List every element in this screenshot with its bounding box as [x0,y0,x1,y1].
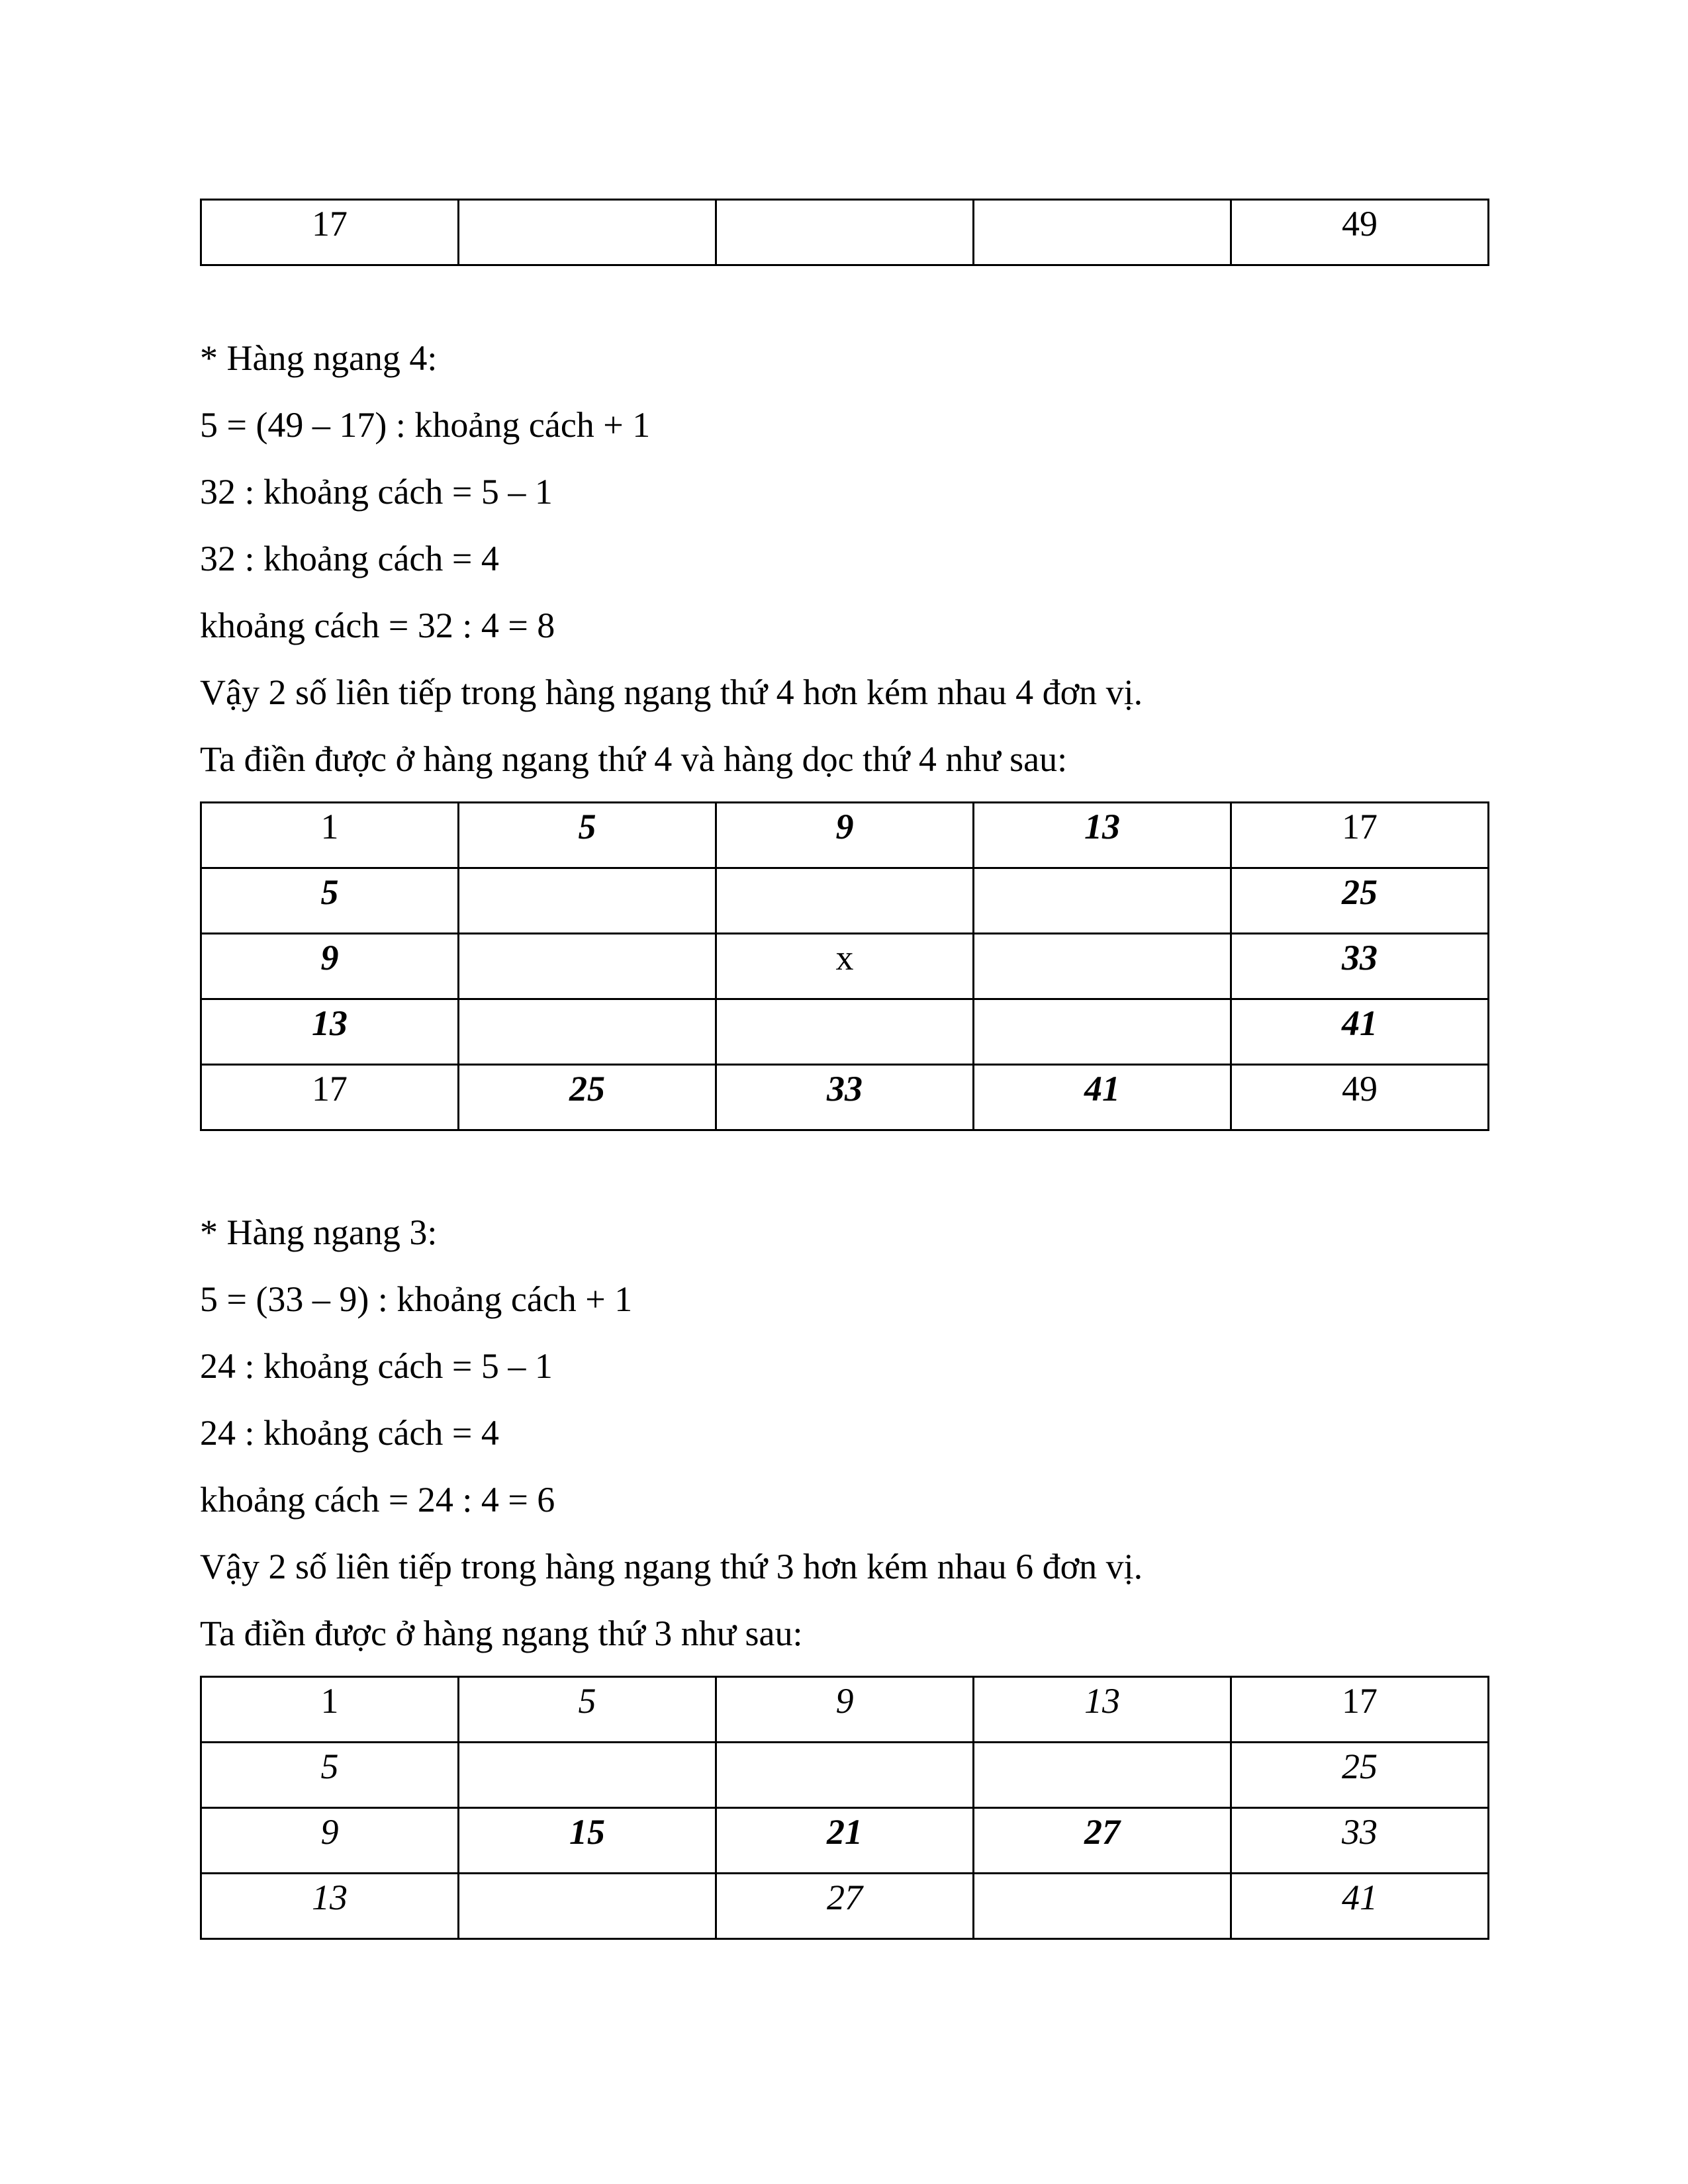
table-cell: 27 [974,1808,1231,1874]
table-cell: 1 [201,803,459,868]
table-cell: 17 [201,1065,459,1130]
table-cell: 5 [201,868,459,934]
table-bottom [200,1676,1489,1940]
table-top [200,199,1489,266]
section4-line: khoảng cách = 32 : 4 = 8 [200,606,555,645]
table-cell: 25 [1231,1743,1489,1808]
table-cell: 15 [459,1808,716,1874]
table-cell: 9 [201,934,459,999]
table-cell: x [716,934,974,999]
table-row [201,803,1489,868]
table-row [201,1065,1489,1130]
section3-line: Vậy 2 số liên tiếp trong hàng ngang thứ 3 hơn kém nhau 6 đơn vị. [200,1547,1143,1586]
table-row [201,1874,1489,1939]
table-cell: 41 [974,1065,1231,1130]
table-row [201,934,1489,999]
table-cell: 41 [1231,1874,1489,1939]
table-cell [974,1743,1231,1808]
table-cell [974,1874,1231,1939]
table-cell: 25 [1231,868,1489,934]
table-cell [716,999,974,1065]
section4-heading: * Hàng ngang 4: [200,338,438,378]
table-cell: 9 [716,1677,974,1743]
table-cell: 13 [201,1874,459,1939]
section3-heading: * Hàng ngang 3: [200,1212,438,1252]
table-cell: 49 [1231,200,1489,265]
section4-line: 32 : khoảng cách = 4 [200,539,499,578]
table-cell [716,868,974,934]
table-cell: 13 [974,803,1231,868]
table-cell [716,1743,974,1808]
table-cell: 9 [201,1808,459,1874]
section3-line: khoảng cách = 24 : 4 = 6 [200,1480,555,1520]
table-cell: 33 [1231,934,1489,999]
table-cell [459,999,716,1065]
table-cell: 5 [459,803,716,868]
table-row [201,200,1489,265]
section4-line: Vậy 2 số liên tiếp trong hàng ngang thứ 4 hơn kém nhau 4 đơn vị. [200,672,1143,712]
table-cell: 21 [716,1808,974,1874]
table-cell: 13 [201,999,459,1065]
table-cell [459,1874,716,1939]
table-cell [459,1743,716,1808]
table-row [201,1808,1489,1874]
table-cell: 1 [201,1677,459,1743]
table-cell: 33 [1231,1808,1489,1874]
section3-line: 24 : khoảng cách = 4 [200,1413,499,1453]
table-cell: 17 [201,200,459,265]
table-cell: 27 [716,1874,974,1939]
section4-line: Ta điền được ở hàng ngang thứ 4 và hàng dọc thứ 4 như sau: [200,739,1068,779]
table-row [201,1677,1489,1743]
table-cell: 25 [459,1065,716,1130]
section3-line: Ta điền được ở hàng ngang thứ 3 như sau: [200,1614,803,1653]
table-cell: 5 [201,1743,459,1808]
section3-line: 24 : khoảng cách = 5 – 1 [200,1346,553,1386]
table-cell: 9 [716,803,974,868]
table-cell: 17 [1231,803,1489,868]
table-cell [974,999,1231,1065]
section4-line: 32 : khoảng cách = 5 – 1 [200,472,553,512]
section4-line: 5 = (49 – 17) : khoảng cách + 1 [200,405,651,445]
table-cell: 13 [974,1677,1231,1743]
section3-line: 5 = (33 – 9) : khoảng cách + 1 [200,1279,633,1319]
table-cell [716,200,974,265]
table-row [201,1743,1489,1808]
table-cell: 41 [1231,999,1489,1065]
table-cell [459,868,716,934]
table-cell: 17 [1231,1677,1489,1743]
table-cell [974,200,1231,265]
table-cell [459,200,716,265]
table-cell [974,934,1231,999]
table-cell: 33 [716,1065,974,1130]
table-cell: 5 [459,1677,716,1743]
table-cell: 49 [1231,1065,1489,1130]
table-middle [200,801,1489,1131]
table-cell [459,934,716,999]
table-cell [974,868,1231,934]
table-row [201,868,1489,934]
table-row [201,999,1489,1065]
